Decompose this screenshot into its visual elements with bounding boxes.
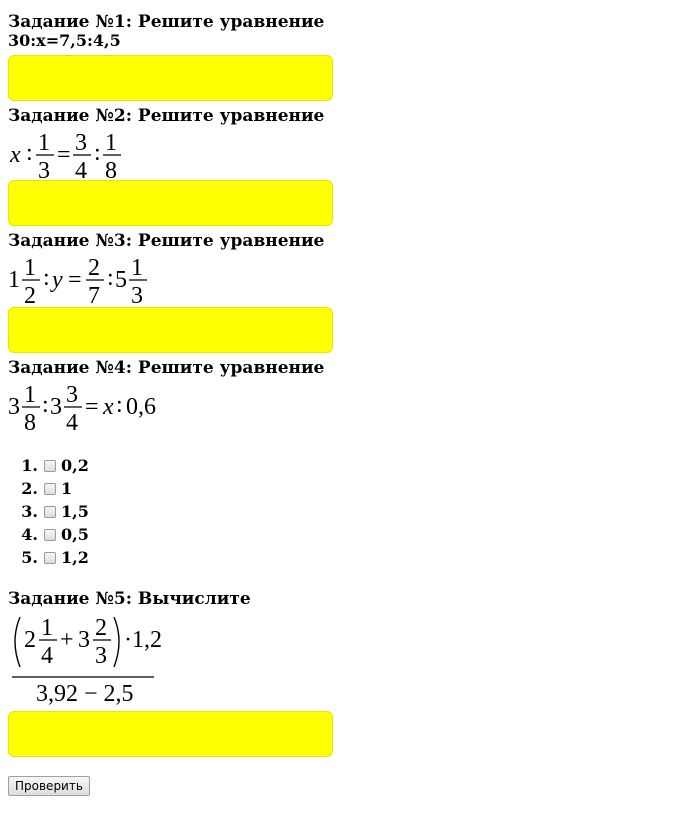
fraction-denominator: 4 xyxy=(66,410,78,434)
option-label: 1,5 xyxy=(61,502,89,521)
option-number: 3. xyxy=(21,502,38,521)
fraction-denominator: 3 xyxy=(38,158,50,180)
option-5[interactable] xyxy=(8,546,683,569)
var-x: x xyxy=(103,394,114,420)
option-1-checkbox[interactable] xyxy=(44,460,56,472)
fraction-denominator: 7 xyxy=(88,283,100,307)
task-4-equation xyxy=(8,384,168,434)
fraction-numerator: 3 xyxy=(75,132,87,156)
fraction-denominator: 2 xyxy=(24,283,36,307)
task-1-title: Задание №1: Решите уравнение xyxy=(8,12,325,32)
mixed-whole: 3 xyxy=(50,394,62,420)
task-2-title: Задание №2: Решите уравнение xyxy=(8,106,325,126)
option-number: 2. xyxy=(21,479,38,498)
option-number: 1. xyxy=(21,456,38,475)
task-2-answer-input[interactable] xyxy=(8,180,333,226)
task-5-answer-input[interactable] xyxy=(8,711,333,757)
task-4-title: Задание №4: Решите уравнение xyxy=(8,358,325,378)
option-label: 1 xyxy=(61,479,73,498)
option-3[interactable] xyxy=(8,500,683,523)
mixed-whole: 1 xyxy=(8,267,20,293)
task-3-title: Задание №3: Решите уравнение xyxy=(8,231,325,251)
task-5-expression xyxy=(8,609,168,707)
colon-sign: : xyxy=(42,392,49,418)
option-4-checkbox[interactable] xyxy=(44,529,56,541)
expression-denominator: 3,92 − 2,5 xyxy=(36,681,134,707)
equals-sign: = xyxy=(68,267,82,293)
right-paren xyxy=(114,617,119,667)
fraction-denominator: 3 xyxy=(95,643,107,669)
option-label: 1,2 xyxy=(61,548,89,567)
equals-sign: = xyxy=(57,142,71,168)
fraction-denominator: 3 xyxy=(131,283,143,307)
task-2-equation xyxy=(8,132,128,180)
colon-sign: : xyxy=(43,265,50,291)
fraction-numerator: 3 xyxy=(66,384,78,408)
mixed-whole: 5 xyxy=(115,267,127,293)
option-4[interactable] xyxy=(8,523,683,546)
fraction-denominator: 8 xyxy=(24,410,36,434)
fraction-numerator: 1 xyxy=(24,384,36,408)
option-number: 4. xyxy=(21,525,38,544)
task-3-answer-input[interactable] xyxy=(8,307,333,353)
equals-sign: = xyxy=(85,394,99,420)
fraction-numerator: 1 xyxy=(41,615,53,641)
fraction-denominator: 8 xyxy=(105,158,117,180)
plus-sign: + xyxy=(60,627,74,653)
fraction-denominator: 4 xyxy=(41,643,53,669)
fraction-numerator: 1 xyxy=(105,132,117,156)
divisor-value: 0,6 xyxy=(126,394,156,420)
option-2[interactable] xyxy=(8,477,683,500)
task-1-equation: 30:x=7,5:4,5 xyxy=(8,31,121,50)
fraction-numerator: 2 xyxy=(95,615,107,641)
task-4-options xyxy=(8,454,683,569)
fraction-denominator: 4 xyxy=(75,158,87,180)
colon-sign: : xyxy=(116,392,123,418)
fraction-numerator: 2 xyxy=(88,257,100,281)
fraction-numerator: 1 xyxy=(24,257,36,281)
mixed-whole: 3 xyxy=(78,627,90,653)
left-paren xyxy=(15,617,20,667)
fraction-numerator: 1 xyxy=(38,132,50,156)
task-5-title: Задание №5: Вычислите xyxy=(8,589,251,609)
option-2-checkbox[interactable] xyxy=(44,483,56,495)
option-number: 5. xyxy=(21,548,38,567)
mixed-whole: 2 xyxy=(24,627,36,653)
multiplier: ·1,2 xyxy=(124,627,162,653)
mixed-whole: 3 xyxy=(8,394,20,420)
colon-sign: : xyxy=(94,140,101,166)
option-label: 0,2 xyxy=(61,456,89,475)
colon-sign: : xyxy=(26,140,33,166)
var-y: y xyxy=(52,267,63,293)
option-5-checkbox[interactable] xyxy=(44,552,56,564)
fraction-numerator: 1 xyxy=(131,257,143,281)
option-label: 0,5 xyxy=(61,525,89,544)
option-1[interactable] xyxy=(8,454,683,477)
colon-sign: : xyxy=(107,265,114,291)
submit-button[interactable]: Проверить xyxy=(8,776,90,796)
option-3-checkbox[interactable] xyxy=(44,506,56,518)
var-x: x xyxy=(10,142,21,168)
task-3-equation xyxy=(8,257,158,307)
task-1-answer-input[interactable] xyxy=(8,55,333,101)
